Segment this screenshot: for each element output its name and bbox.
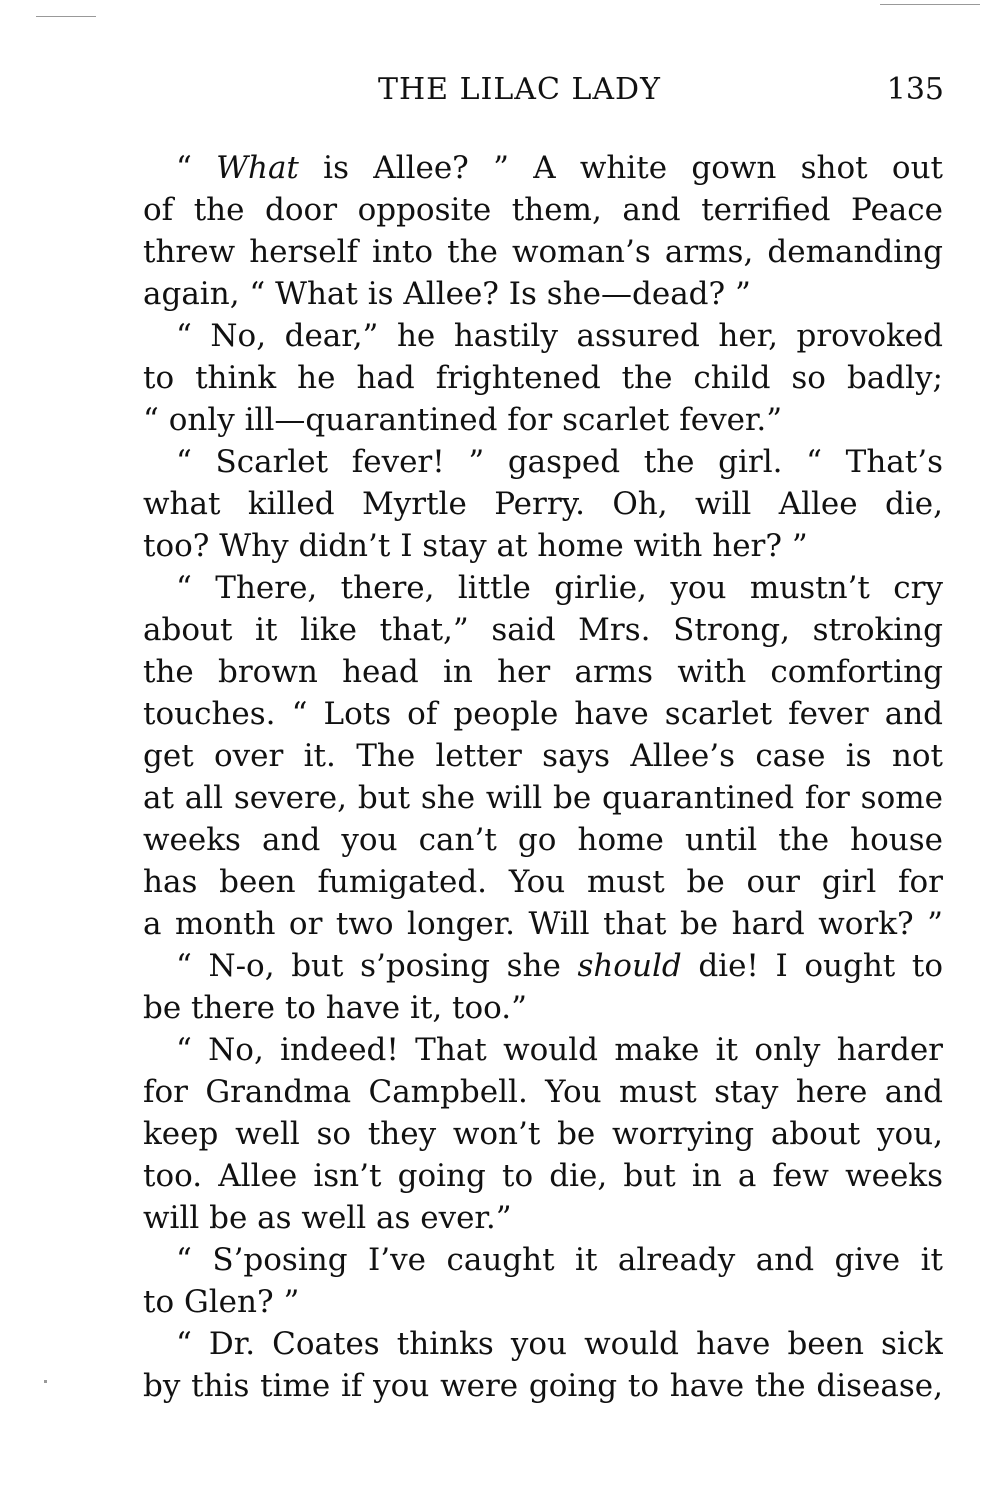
text-line xyxy=(143,567,943,609)
line-text: too. Allee isn’t going to die, but in a few weeks xyxy=(143,1158,943,1194)
text-line xyxy=(143,609,943,651)
page-number: 135 xyxy=(886,72,944,107)
line-text: again, “ What is Allee? Is she—dead? ” xyxy=(143,276,751,312)
line-text: too? Why didn’t I stay at home with her? ” xyxy=(143,528,808,564)
emphasis-text: What xyxy=(216,150,299,186)
line-text: “ S’posing I’ve caught it already and give it xyxy=(176,1242,943,1278)
scan-mark xyxy=(36,16,96,17)
text-line xyxy=(143,1029,943,1071)
line-text: “ xyxy=(176,150,217,186)
line-text: has been fumigated. You must be our girl for xyxy=(143,864,943,900)
emphasis-text: should xyxy=(577,948,682,984)
text-line xyxy=(143,819,943,861)
text-line xyxy=(143,1323,943,1365)
text-line xyxy=(143,987,943,1029)
line-text: what killed Myrtle Perry. Oh, will Allee die, xyxy=(143,486,943,522)
line-text: about it like that,” said Mrs. Strong, stroking xyxy=(143,612,943,648)
line-text: “ No, dear,” he hastily assured her, provoked xyxy=(176,318,943,354)
line-text: a month or two longer. Will that be hard work? ” xyxy=(143,906,943,942)
line-text: be there to have it, too.” xyxy=(143,990,527,1026)
line-text: weeks and you can’t go home until the house xyxy=(143,822,943,858)
text-line xyxy=(143,231,943,273)
text-line xyxy=(143,1071,943,1113)
line-text: die! I ought to xyxy=(681,948,943,984)
text-line xyxy=(143,693,943,735)
running-head xyxy=(0,72,1000,112)
line-text: of the door opposite them, and terrified Peace xyxy=(143,192,943,228)
line-text: is Allee? ” A white gown shot out xyxy=(298,150,943,186)
text-line xyxy=(143,945,943,987)
line-text: “ No, indeed! That would make it only harder xyxy=(176,1032,943,1068)
line-text: touches. “ Lots of people have scarlet fever and xyxy=(143,696,943,732)
text-line xyxy=(143,1113,943,1155)
text-line xyxy=(143,1365,943,1407)
scan-mark xyxy=(880,4,980,5)
text-line xyxy=(143,357,943,399)
running-title: THE LILAC LADY xyxy=(378,72,661,107)
text-line xyxy=(143,189,943,231)
text-line xyxy=(143,1155,943,1197)
text-line xyxy=(143,651,943,693)
text-line xyxy=(143,399,943,441)
line-text: by this time if you were going to have the disease, xyxy=(143,1368,943,1404)
line-text: “ Scarlet fever! ” gasped the girl. “ That’s xyxy=(176,444,943,480)
text-line xyxy=(143,1239,943,1281)
line-text: to Glen? ” xyxy=(143,1284,300,1320)
text-line xyxy=(143,147,943,189)
text-line xyxy=(143,777,943,819)
line-text: threw herself into the woman’s arms, demanding xyxy=(143,234,943,270)
text-line xyxy=(143,1281,943,1323)
text-line xyxy=(143,483,943,525)
text-line xyxy=(143,315,943,357)
line-text: for Grandma Campbell. You must stay here and xyxy=(143,1074,943,1110)
text-line xyxy=(143,441,943,483)
line-text: keep well so they won’t be worrying about you, xyxy=(143,1116,943,1152)
line-text: “ Dr. Coates thinks you would have been sick xyxy=(176,1326,943,1362)
line-text: to think he had frightened the child so badly; xyxy=(143,360,943,396)
scan-mark xyxy=(44,1380,47,1383)
body-text xyxy=(143,147,943,1407)
line-text: “ only ill—quarantined for scarlet fever.” xyxy=(143,402,783,438)
text-line xyxy=(143,735,943,777)
line-text: “ N-o, but s’posing she xyxy=(176,948,578,984)
text-line xyxy=(143,273,943,315)
text-line xyxy=(143,525,943,567)
line-text: the brown head in her arms with comforting xyxy=(143,654,943,690)
line-text: get over it. The letter says Allee’s case is not xyxy=(143,738,943,774)
line-text: will be as well as ever.” xyxy=(143,1200,512,1236)
text-line xyxy=(143,1197,943,1239)
text-line xyxy=(143,861,943,903)
line-text: “ There, there, little girlie, you mustn’t cry xyxy=(176,570,943,606)
line-text: at all severe, but she will be quarantined for some xyxy=(143,780,943,816)
text-line xyxy=(143,903,943,945)
